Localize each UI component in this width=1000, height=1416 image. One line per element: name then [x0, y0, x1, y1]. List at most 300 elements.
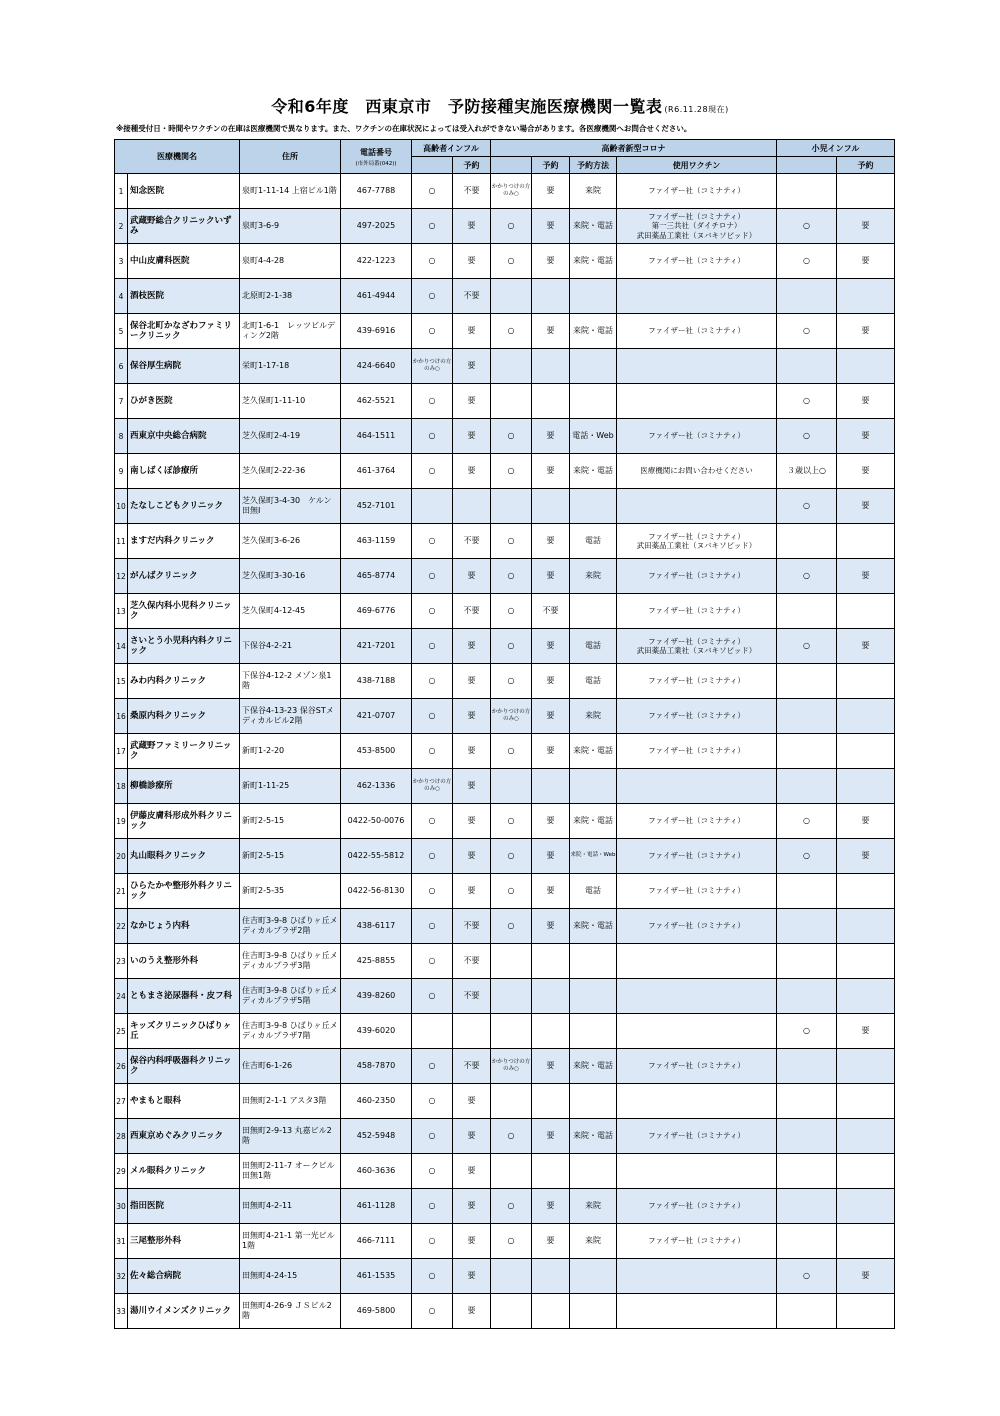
elderly-flu-status: ○	[412, 664, 453, 699]
elderly-covid-reservation	[532, 1154, 570, 1189]
child-flu-reservation	[837, 524, 895, 559]
facility-address: 泉町3-6-9	[240, 209, 341, 244]
elderly-covid-method: 来院・電話	[570, 1119, 617, 1154]
child-flu-status	[777, 174, 837, 209]
child-flu-status	[777, 874, 837, 909]
table-row	[115, 629, 895, 664]
table-row	[115, 1049, 895, 1084]
row-number: 4	[115, 279, 128, 314]
elderly-flu-status: ○	[412, 629, 453, 664]
elderly-flu-reservation: 不要	[453, 909, 491, 944]
elderly-flu-reservation: 要	[453, 419, 491, 454]
header-blank-ef	[412, 157, 453, 174]
facility-tel: 425-8855	[341, 944, 412, 979]
elderly-flu-reservation: 要	[453, 1154, 491, 1189]
child-flu-status	[777, 594, 837, 629]
facility-address: 芝久保町2-4-19	[240, 419, 341, 454]
facility-tel: 439-6020	[341, 1014, 412, 1049]
facility-name: なかじょう内科	[128, 909, 240, 944]
facility-address: 栄町1-17-18	[240, 349, 341, 384]
table-row	[115, 489, 895, 524]
child-flu-status	[777, 349, 837, 384]
row-number: 13	[115, 594, 128, 629]
elderly-covid-method	[570, 1259, 617, 1294]
facility-tel: 469-5800	[341, 1294, 412, 1329]
elderly-covid-reservation: 要	[532, 1049, 570, 1084]
elderly-covid-status: ○	[491, 419, 532, 454]
elderly-covid-reservation	[532, 1084, 570, 1119]
elderly-covid-status: かかりつけの方のみ○	[491, 174, 532, 209]
notice-text: ※接種受付日・時間やワクチンの在庫は医療機関で異なります。また、ワクチンの在庫状況によっては受入れができない場合があります。各医療機関へお問合せください。	[116, 124, 692, 133]
table-row	[115, 944, 895, 979]
row-number: 16	[115, 699, 128, 734]
row-number: 17	[115, 734, 128, 769]
elderly-covid-status	[491, 1259, 532, 1294]
child-flu-reservation: 要	[837, 244, 895, 279]
row-number: 7	[115, 384, 128, 419]
vaccine-used: ファイザー社（コミナティ） 武田薬品工業社（ヌバキソビッド）	[617, 629, 777, 664]
elderly-covid-method: 来院・電話	[570, 734, 617, 769]
facility-tel: 438-7188	[341, 664, 412, 699]
facility-address: 芝久保町1-11-10	[240, 384, 341, 419]
vaccine-used	[617, 279, 777, 314]
row-number: 32	[115, 1259, 128, 1294]
elderly-flu-reservation: 不要	[453, 594, 491, 629]
elderly-covid-reservation	[532, 1294, 570, 1329]
elderly-covid-reservation: 要	[532, 559, 570, 594]
facility-name: たなしこどもクリニック	[128, 489, 240, 524]
row-number: 15	[115, 664, 128, 699]
elderly-covid-reservation: 要	[532, 909, 570, 944]
facility-name: 中山皮膚科医院	[128, 244, 240, 279]
elderly-covid-method	[570, 979, 617, 1014]
elderly-flu-status: ○	[412, 1259, 453, 1294]
child-flu-reservation: 要	[837, 489, 895, 524]
facility-tel: 421-7201	[341, 629, 412, 664]
facility-name: 保谷厚生病院	[128, 349, 240, 384]
elderly-covid-status	[491, 349, 532, 384]
elderly-flu-reservation: 要	[453, 1294, 491, 1329]
table-row	[115, 734, 895, 769]
child-flu-status	[777, 1119, 837, 1154]
vaccine-used: ファイザー社（コミナティ）	[617, 804, 777, 839]
child-flu-status: ○	[777, 489, 837, 524]
elderly-covid-status: ○	[491, 1224, 532, 1259]
facility-name: キッズクリニックひばりヶ丘	[128, 1014, 240, 1049]
header-vaccine: 使用ワクチン	[617, 157, 777, 174]
child-flu-reservation: 要	[837, 839, 895, 874]
elderly-flu-status: ○	[412, 1084, 453, 1119]
elderly-covid-status: ○	[491, 664, 532, 699]
header-elderly-covid: 高齢者新型コロナ	[491, 140, 777, 157]
table-row	[115, 454, 895, 489]
facility-tel: 452-5948	[341, 1119, 412, 1154]
child-flu-status	[777, 1084, 837, 1119]
facility-name: メル眼科クリニック	[128, 1154, 240, 1189]
elderly-flu-reservation: 要	[453, 664, 491, 699]
facility-name: 武蔵野総合クリニックいずみ	[128, 209, 240, 244]
facility-address: 北原町2-1-38	[240, 279, 341, 314]
elderly-covid-method: 来院	[570, 1224, 617, 1259]
header-child-flu: 小児インフル	[777, 140, 895, 157]
elderly-flu-reservation: 不要	[453, 174, 491, 209]
row-number: 19	[115, 804, 128, 839]
elderly-covid-reservation	[532, 384, 570, 419]
elderly-covid-status: ○	[491, 314, 532, 349]
table-row	[115, 174, 895, 209]
child-flu-reservation	[837, 279, 895, 314]
elderly-covid-reservation: 要	[532, 1224, 570, 1259]
elderly-covid-status: かかりつけの方のみ○	[491, 699, 532, 734]
child-flu-reservation: 要	[837, 384, 895, 419]
elderly-flu-reservation: 不要	[453, 279, 491, 314]
child-flu-reservation	[837, 664, 895, 699]
elderly-flu-reservation: 要	[453, 209, 491, 244]
facility-name: やまもと眼科	[128, 1084, 240, 1119]
facility-tel: 0422-56-8130	[341, 874, 412, 909]
elderly-covid-reservation: 要	[532, 524, 570, 559]
facility-address: 新町2-5-15	[240, 804, 341, 839]
header-row-1	[115, 140, 895, 157]
facility-tel: 438-6117	[341, 909, 412, 944]
child-flu-reservation	[837, 1049, 895, 1084]
row-number: 6	[115, 349, 128, 384]
row-number: 26	[115, 1049, 128, 1084]
table-row	[115, 524, 895, 559]
facility-address: 下保谷4-2-21	[240, 629, 341, 664]
row-number: 11	[115, 524, 128, 559]
row-number: 18	[115, 769, 128, 804]
facility-address: 芝久保町4-12-45	[240, 594, 341, 629]
header-blank-cf	[777, 157, 837, 174]
elderly-flu-reservation: 要	[453, 769, 491, 804]
row-number: 12	[115, 559, 128, 594]
child-flu-reservation: 要	[837, 314, 895, 349]
facility-name: 西東京めぐみクリニック	[128, 1119, 240, 1154]
elderly-covid-status: かかりつけの方のみ○	[491, 1049, 532, 1084]
vaccine-used	[617, 489, 777, 524]
table-row	[115, 349, 895, 384]
row-number: 10	[115, 489, 128, 524]
elderly-covid-method	[570, 769, 617, 804]
elderly-covid-reservation	[532, 489, 570, 524]
elderly-flu-reservation: 要	[453, 734, 491, 769]
elderly-flu-status: ○	[412, 1049, 453, 1084]
elderly-flu-reservation: 要	[453, 1119, 491, 1154]
row-number: 28	[115, 1119, 128, 1154]
facility-address: 泉町1-11-14 上宿ビル1階	[240, 174, 341, 209]
elderly-covid-reservation: 要	[532, 699, 570, 734]
elderly-covid-reservation: 要	[532, 839, 570, 874]
elderly-covid-method	[570, 279, 617, 314]
child-flu-reservation: 要	[837, 419, 895, 454]
facility-name: 武蔵野ファミリークリニック	[128, 734, 240, 769]
elderly-covid-method: 来院・電話	[570, 209, 617, 244]
facility-name: 保谷北町かなざわファミリークリニック	[128, 314, 240, 349]
elderly-covid-status: ○	[491, 839, 532, 874]
elderly-covid-method	[570, 1294, 617, 1329]
facility-address: 住吉町3-9-8 ひばりヶ丘メディカルプラザ3階	[240, 944, 341, 979]
elderly-flu-reservation: 要	[453, 454, 491, 489]
child-flu-reservation	[837, 1294, 895, 1329]
facility-address: 田無町4-26-9 ＪＳビル2階	[240, 1294, 341, 1329]
table-row	[115, 909, 895, 944]
child-flu-status	[777, 909, 837, 944]
elderly-flu-reservation: 要	[453, 699, 491, 734]
facility-table	[114, 139, 895, 1329]
table-row	[115, 1084, 895, 1119]
facility-address: 田無町4-2-11	[240, 1189, 341, 1224]
elderly-flu-reservation: 不要	[453, 1049, 491, 1084]
child-flu-reservation	[837, 699, 895, 734]
vaccine-used: ファイザー社（コミナティ）	[617, 419, 777, 454]
elderly-covid-status: ○	[491, 1189, 532, 1224]
vaccine-used	[617, 1084, 777, 1119]
facility-name: ひがき医院	[128, 384, 240, 419]
facility-address: 新町2-5-15	[240, 839, 341, 874]
elderly-covid-method	[570, 1154, 617, 1189]
table-row	[115, 769, 895, 804]
facility-tel: 461-3764	[341, 454, 412, 489]
elderly-flu-status: ○	[412, 699, 453, 734]
facility-name: 西東京中央総合病院	[128, 419, 240, 454]
elderly-flu-status: ○	[412, 909, 453, 944]
facility-address: 住吉町3-9-8 ひばりヶ丘メディカルプラザ2階	[240, 909, 341, 944]
elderly-flu-reservation	[453, 489, 491, 524]
elderly-covid-status	[491, 279, 532, 314]
elderly-flu-reservation: 要	[453, 839, 491, 874]
facility-name: ともまさ泌尿器科・皮フ科	[128, 979, 240, 1014]
facility-name: 伊藤皮膚科形成外科クリニック	[128, 804, 240, 839]
elderly-flu-status: ○	[412, 944, 453, 979]
table-row	[115, 244, 895, 279]
table-row	[115, 664, 895, 699]
facility-tel: 439-6916	[341, 314, 412, 349]
facility-name: 三尾整形外科	[128, 1224, 240, 1259]
table-row	[115, 559, 895, 594]
elderly-flu-reservation: 要	[453, 559, 491, 594]
child-flu-status: ○	[777, 839, 837, 874]
child-flu-reservation	[837, 1119, 895, 1154]
vaccine-used	[617, 1294, 777, 1329]
child-flu-reservation	[837, 1224, 895, 1259]
table-row	[115, 419, 895, 454]
elderly-flu-reservation: 要	[453, 1224, 491, 1259]
elderly-covid-reservation	[532, 769, 570, 804]
elderly-flu-status: ○	[412, 804, 453, 839]
elderly-covid-method: 来院・電話	[570, 804, 617, 839]
elderly-flu-status: ○	[412, 279, 453, 314]
table-row	[115, 1014, 895, 1049]
elderly-covid-status	[491, 979, 532, 1014]
elderly-covid-status: ○	[491, 804, 532, 839]
elderly-flu-status: ○	[412, 209, 453, 244]
child-flu-status	[777, 279, 837, 314]
vaccine-used: ファイザー社（コミナティ）	[617, 1189, 777, 1224]
row-number: 8	[115, 419, 128, 454]
vaccine-used: ファイザー社（コミナティ）	[617, 909, 777, 944]
table-row	[115, 1189, 895, 1224]
header-ef-reservation: 予約	[453, 157, 491, 174]
child-flu-reservation	[837, 944, 895, 979]
elderly-covid-method: 電話	[570, 524, 617, 559]
vaccine-used	[617, 349, 777, 384]
facility-tel: 421-0707	[341, 699, 412, 734]
elderly-covid-reservation: 要	[532, 1189, 570, 1224]
facility-tel: 424-6640	[341, 349, 412, 384]
child-flu-status: ○	[777, 384, 837, 419]
facility-tel: 462-1336	[341, 769, 412, 804]
child-flu-status: ○	[777, 209, 837, 244]
elderly-flu-reservation: 不要	[453, 944, 491, 979]
elderly-covid-method: 電話・Web	[570, 419, 617, 454]
elderly-flu-status: ○	[412, 314, 453, 349]
header-elderly-flu: 高齢者インフル	[412, 140, 491, 157]
elderly-covid-reservation: 要	[532, 174, 570, 209]
elderly-covid-status: ○	[491, 559, 532, 594]
elderly-flu-status: かかりつけの方のみ○	[412, 349, 453, 384]
child-flu-status	[777, 979, 837, 1014]
elderly-flu-status: ○	[412, 559, 453, 594]
vaccine-used: ファイザー社（コミナティ）	[617, 1049, 777, 1084]
elderly-covid-method: 来院・電話	[570, 909, 617, 944]
elderly-flu-status: ○	[412, 1119, 453, 1154]
table-row	[115, 384, 895, 419]
child-flu-reservation	[837, 349, 895, 384]
facility-tel: 466-7111	[341, 1224, 412, 1259]
vaccine-used: ファイザー社（コミナティ）	[617, 244, 777, 279]
vaccine-used: ファイザー社（コミナティ）	[617, 874, 777, 909]
child-flu-status: ○	[777, 629, 837, 664]
child-flu-status: ○	[777, 244, 837, 279]
row-number: 23	[115, 944, 128, 979]
facility-name: がんばクリニック	[128, 559, 240, 594]
facility-name: 芝久保内科小児科クリニック	[128, 594, 240, 629]
elderly-covid-status: ○	[491, 874, 532, 909]
elderly-flu-status: ○	[412, 979, 453, 1014]
table-row	[115, 839, 895, 874]
facility-tel: 453-8500	[341, 734, 412, 769]
elderly-covid-method: 電話	[570, 874, 617, 909]
elderly-covid-method: 電話	[570, 664, 617, 699]
elderly-covid-reservation: 要	[532, 419, 570, 454]
header-tel	[341, 140, 412, 174]
elderly-flu-reservation: 要	[453, 349, 491, 384]
header-tel-label: 電話番号	[360, 147, 392, 157]
as-of-date: (R6.11.28現在)	[664, 105, 729, 114]
child-flu-status	[777, 664, 837, 699]
vaccine-used: ファイザー社（コミナティ）	[617, 1224, 777, 1259]
elderly-flu-status: ○	[412, 1154, 453, 1189]
child-flu-reservation	[837, 909, 895, 944]
vaccine-used: ファイザー社（コミナティ）	[617, 699, 777, 734]
facility-name: 南しばくぼ診療所	[128, 454, 240, 489]
table-row	[115, 804, 895, 839]
row-number: 14	[115, 629, 128, 664]
elderly-flu-status: ○	[412, 594, 453, 629]
row-number: 24	[115, 979, 128, 1014]
vaccine-used	[617, 1154, 777, 1189]
child-flu-reservation	[837, 769, 895, 804]
elderly-covid-method: 来院	[570, 699, 617, 734]
facility-tel: 0422-55-5812	[341, 839, 412, 874]
facility-tel: 462-5521	[341, 384, 412, 419]
row-number: 25	[115, 1014, 128, 1049]
elderly-covid-reservation: 要	[532, 1119, 570, 1154]
facility-address: 下保谷4-13-23 保谷STメディカルビル2階	[240, 699, 341, 734]
vaccine-used: 医療機関にお問い合わせください	[617, 454, 777, 489]
row-number: 21	[115, 874, 128, 909]
table-row	[115, 1224, 895, 1259]
elderly-flu-reservation: 要	[453, 1084, 491, 1119]
elderly-covid-method	[570, 349, 617, 384]
facility-address: 新町2-5-35	[240, 874, 341, 909]
child-flu-status	[777, 524, 837, 559]
facility-address: 芝久保町2-22-36	[240, 454, 341, 489]
child-flu-reservation	[837, 1154, 895, 1189]
table-row	[115, 594, 895, 629]
elderly-flu-reservation: 不要	[453, 524, 491, 559]
elderly-flu-status: ○	[412, 1294, 453, 1329]
elderly-covid-reservation	[532, 944, 570, 979]
elderly-covid-method: 来院・電話	[570, 1049, 617, 1084]
child-flu-reservation: 要	[837, 559, 895, 594]
elderly-covid-reservation	[532, 349, 570, 384]
row-number: 2	[115, 209, 128, 244]
child-flu-reservation	[837, 174, 895, 209]
row-number: 29	[115, 1154, 128, 1189]
child-flu-status	[777, 699, 837, 734]
facility-name: 指田医院	[128, 1189, 240, 1224]
elderly-covid-method: 電話	[570, 629, 617, 664]
row-number: 27	[115, 1084, 128, 1119]
facility-address: 新町1-11-25	[240, 769, 341, 804]
child-flu-status: ○	[777, 559, 837, 594]
facility-tel: 458-7870	[341, 1049, 412, 1084]
vaccine-used: ファイザー社（コミナティ）	[617, 174, 777, 209]
elderly-covid-status	[491, 1084, 532, 1119]
facility-address: 田無町2-9-13 丸嘉ビル2階	[240, 1119, 341, 1154]
elderly-covid-method	[570, 384, 617, 419]
child-flu-reservation: 要	[837, 629, 895, 664]
elderly-covid-method: 来院・電話	[570, 454, 617, 489]
child-flu-reservation: 要	[837, 209, 895, 244]
elderly-covid-reservation: 要	[532, 209, 570, 244]
elderly-covid-status: ○	[491, 1119, 532, 1154]
elderly-covid-status	[491, 944, 532, 979]
facility-address: 下保谷4-12-2 メゾン泉1階	[240, 664, 341, 699]
facility-address: 芝久保町3-6-26	[240, 524, 341, 559]
table-row	[115, 279, 895, 314]
vaccine-used	[617, 944, 777, 979]
elderly-covid-method: 来院・電話・Web	[570, 839, 617, 874]
facility-tel: 452-7101	[341, 489, 412, 524]
elderly-covid-status	[491, 769, 532, 804]
header-ec-method: 予約方法	[570, 157, 617, 174]
row-number: 22	[115, 909, 128, 944]
elderly-covid-status: ○	[491, 594, 532, 629]
facility-tel: 465-8774	[341, 559, 412, 594]
elderly-covid-method	[570, 944, 617, 979]
facility-name: 丸山眼科クリニック	[128, 839, 240, 874]
child-flu-reservation	[837, 1084, 895, 1119]
child-flu-status	[777, 1154, 837, 1189]
elderly-covid-status: ○	[491, 909, 532, 944]
elderly-covid-reservation: 要	[532, 244, 570, 279]
facility-name: いのうえ整形外科	[128, 944, 240, 979]
elderly-covid-reservation: 要	[532, 734, 570, 769]
facility-name: 桑原内科クリニック	[128, 699, 240, 734]
